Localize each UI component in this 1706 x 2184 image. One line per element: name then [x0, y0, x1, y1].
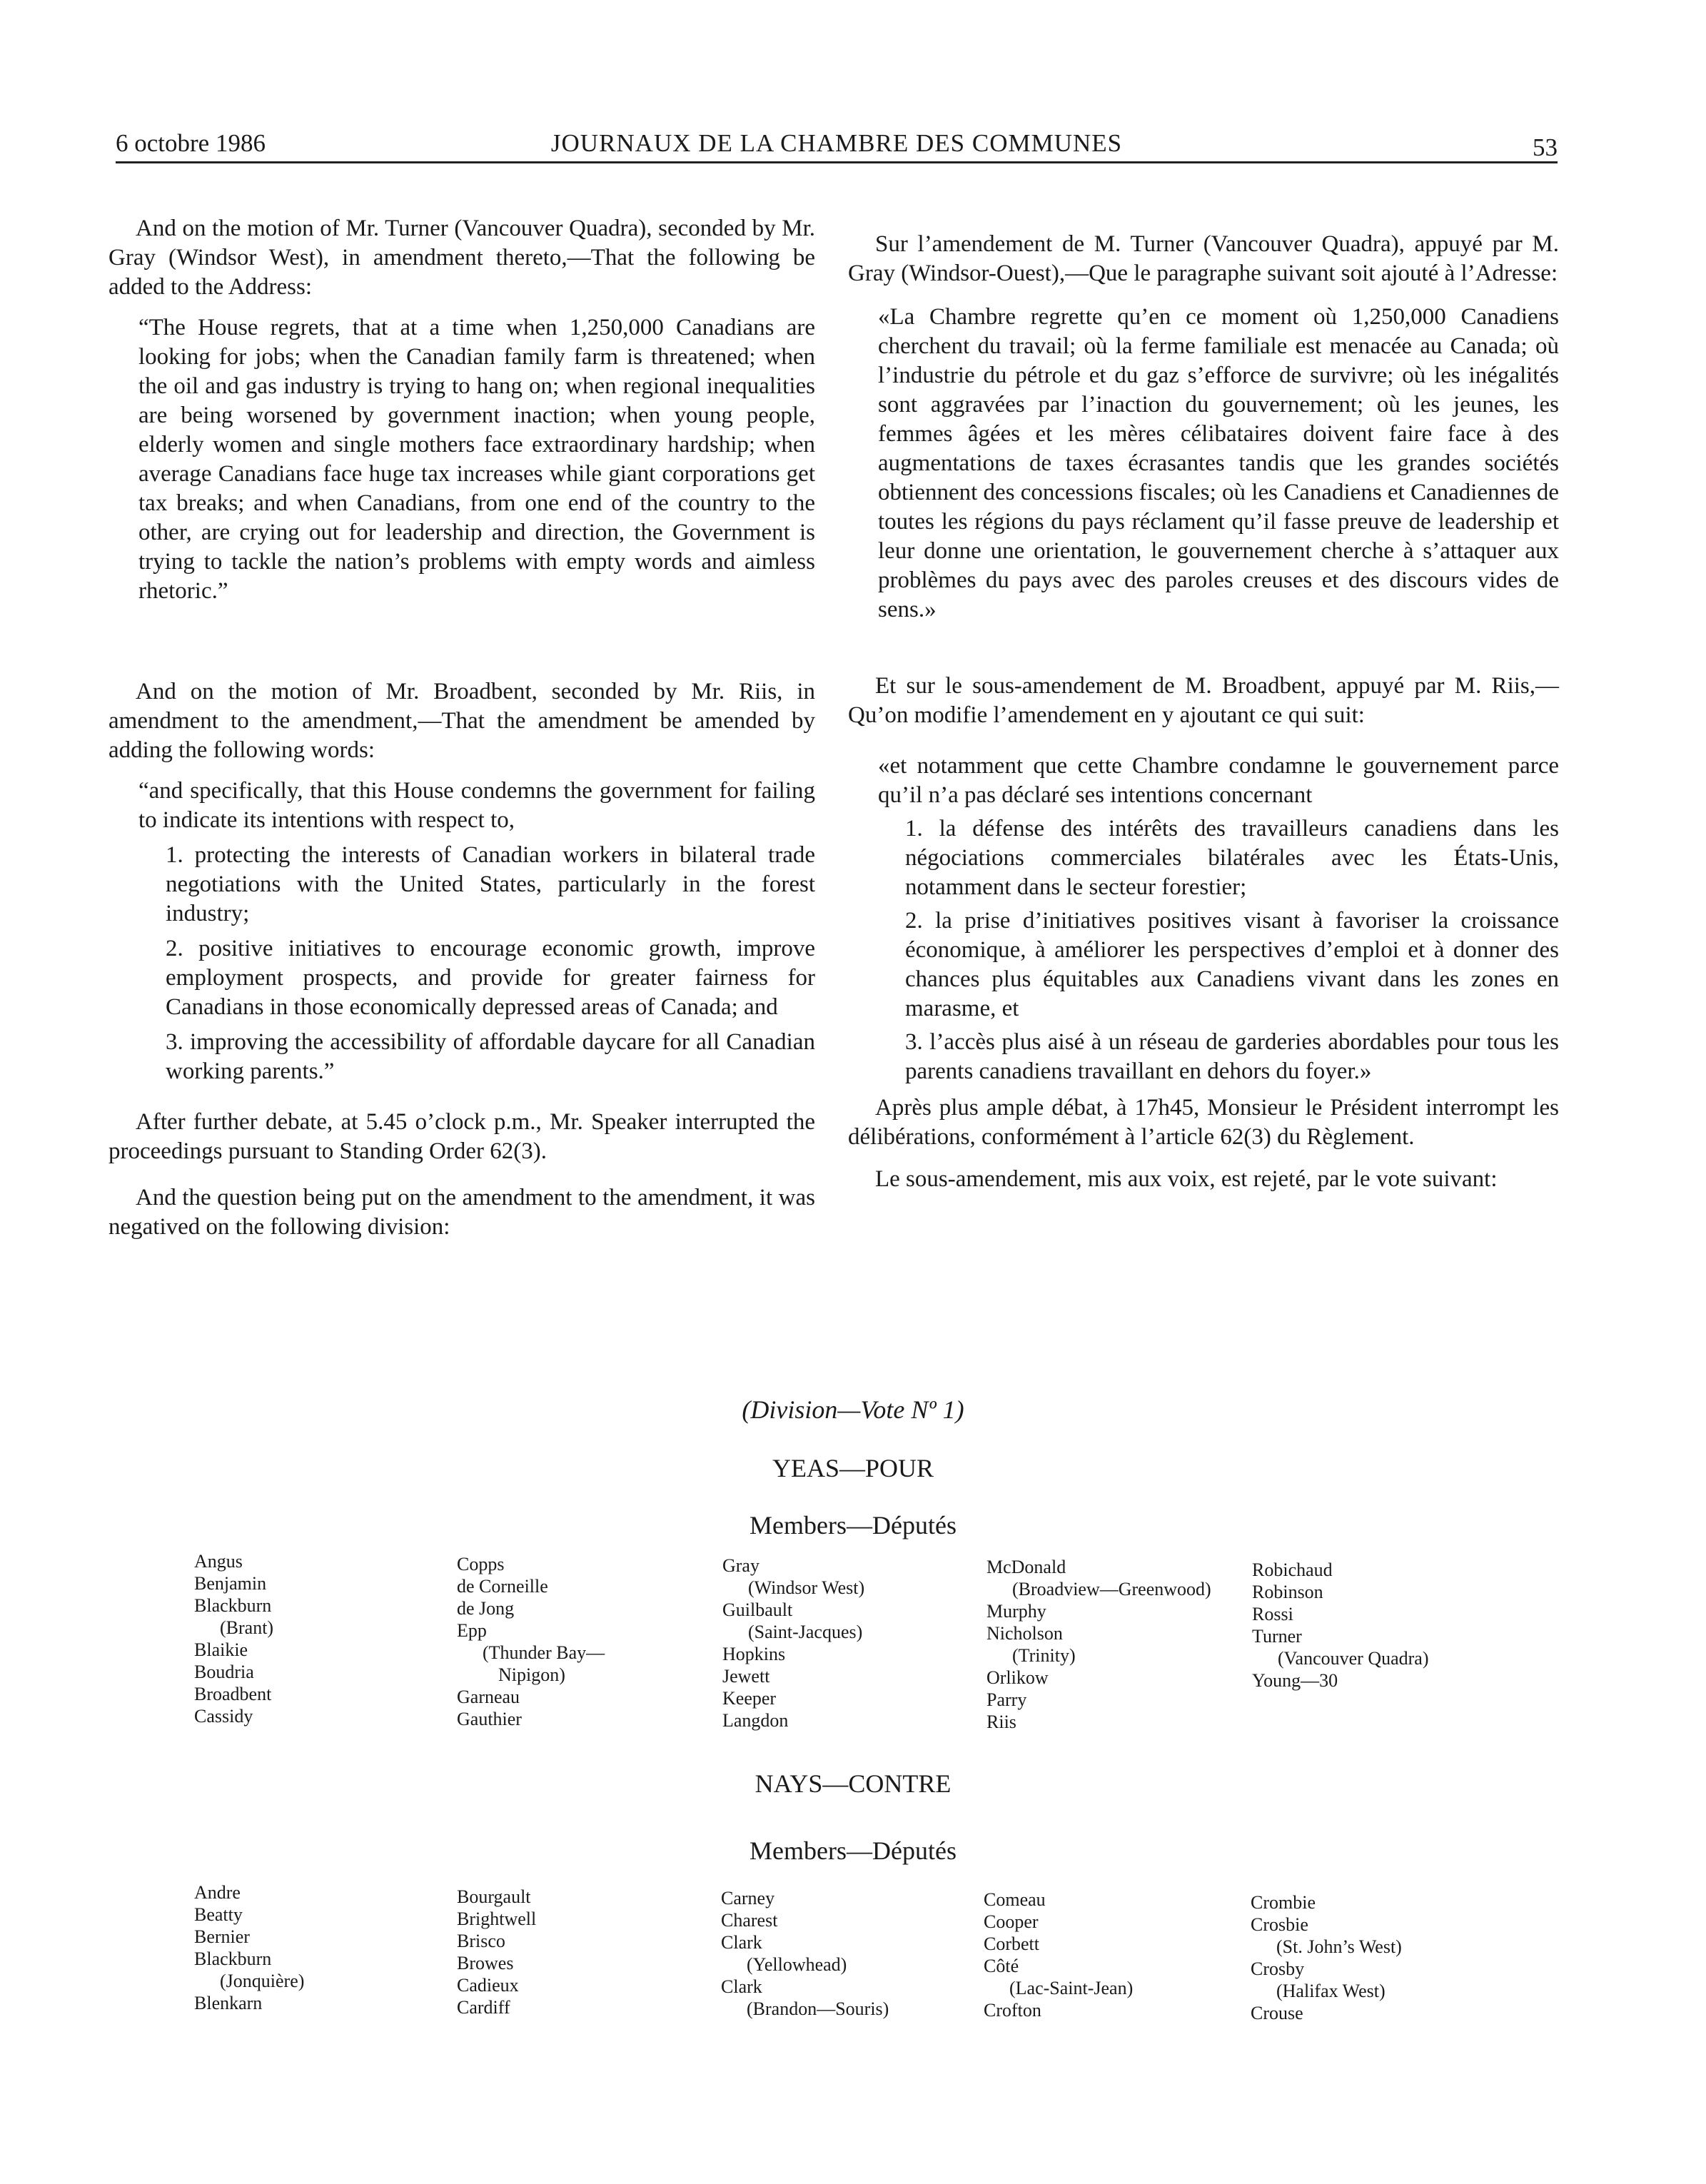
member-riding: (Vancouver Quadra) — [1278, 1648, 1429, 1669]
fr-motion-broadbent: Et sur le sous-amendement de M. Broadbent, appuyé par M. Riis,—Qu’on modifie l’amendement en y ajoutant ce qui suit: — [848, 673, 1559, 728]
nays-heading: NAYS—CONTRE — [754, 1769, 952, 1798]
nays-column-4 — [984, 1889, 1133, 2021]
member-name: Robichaud — [1252, 1559, 1333, 1580]
member-name: Garneau — [457, 1687, 520, 1707]
member-name: Orlikow — [986, 1667, 1049, 1688]
member-name: Copps — [457, 1554, 505, 1574]
member-name: Crouse — [1251, 2003, 1303, 2023]
member-name: Keeper — [722, 1688, 777, 1709]
french-column — [848, 214, 1559, 1194]
nays-column-3 — [721, 1887, 889, 2020]
member-name: Comeau — [984, 1889, 1046, 1910]
header-date: 6 octobre 1986 — [116, 129, 266, 157]
member-name: Brisco — [457, 1931, 505, 1951]
yeas-column-1 — [194, 1550, 273, 1727]
member-riding: (Saint-Jacques) — [748, 1622, 863, 1642]
member-name: Cadieux — [457, 1975, 519, 1996]
member-riding: (St. John’s West) — [1276, 1936, 1402, 1957]
member-riding: (Broadview—Greenwood) — [1012, 1579, 1211, 1599]
yeas-column-3 — [722, 1554, 864, 1731]
member-name: Benjamin — [194, 1573, 267, 1594]
page-number: 53 — [1533, 133, 1558, 161]
member-name: Browes — [457, 1953, 514, 1973]
member-name: Crombie — [1251, 1892, 1316, 1913]
member-riding: (Halifax West) — [1276, 1981, 1386, 2001]
en-subamendment-intro: “and specifically, that this House condemns the government for failing to indicate its intentions with respect to, — [138, 778, 815, 833]
member-riding: (Yellowhead) — [747, 1954, 847, 1975]
yeas-column-2 — [457, 1553, 605, 1730]
en-motion-turner: And on the motion of Mr. Turner (Vancouver Quadra), seconded by Mr. Gray (Windsor West), in amendment thereto,—That the following be added to the Address: — [108, 216, 815, 300]
member-name: Corbett — [984, 1933, 1039, 1954]
member-name: Clark — [721, 1932, 762, 1953]
member-name: Gray — [722, 1555, 759, 1576]
en-turner-amendment-text: “The House regrets, that at a time when 1,250,000 Canadians are looking for jobs; when the Canadian family farm is threatened; when the oil and gas industry is trying to hang on; when regional inequalities are being worsened by government inaction; when young people, elderly women and single mothers face extraordinary hardship; when average Canadians face huge tax increases while giant corporations get tax breaks; and when Canadians, from one end of the country to the other, are crying out for leadership and direction, the Government is trying to tackle the nation’s problems with empty words and aimless rhetoric.” — [138, 315, 815, 604]
nays-column-1 — [194, 1881, 304, 2014]
member-name: Blenkarn — [194, 1993, 263, 2013]
member-name: Riis — [986, 1712, 1016, 1732]
member-name: Robinson — [1252, 1582, 1323, 1602]
member-name: Crosbie — [1251, 1914, 1308, 1935]
member-name: Nicholson — [986, 1623, 1063, 1644]
english-column — [108, 214, 815, 1242]
member-name: de Jong — [457, 1598, 515, 1619]
en-subamendment-item-3: 3. improving the accessibility of affordable daycare for all Canadian working parents.” — [166, 1029, 815, 1084]
member-name: Cooper — [984, 1911, 1039, 1932]
en-motion-broadbent: And on the motion of Mr. Broadbent, seconded by Mr. Riis, in amendment to the amendment,—That the amendment be amended by adding the following words: — [108, 679, 815, 763]
nays-column-2 — [457, 1886, 536, 2018]
fr-motion-turner: Sur l’amendement de M. Turner (Vancouver Quadra), appuyé par M. Gray (Windsor-Ouest),—Que le paragraphe suivant soit ajouté à l’Adresse: — [848, 231, 1559, 286]
fr-subamendment-intro: «et notamment que cette Chambre condamne le gouvernement parce qu’il n’a pas déclaré ses intentions concernant — [878, 753, 1559, 808]
member-name: Bourgault — [457, 1886, 531, 1907]
member-name: Beatty — [194, 1904, 243, 1925]
member-name: Boudria — [194, 1662, 254, 1682]
member-riding: (Brandon—Souris) — [747, 1998, 889, 2019]
member-name: Epp — [457, 1620, 487, 1641]
header-title: JOURNAUX DE LA CHAMBRE DES COMMUNES — [550, 129, 1123, 157]
member-name: Hopkins — [722, 1644, 786, 1664]
yeas-column-4 — [986, 1556, 1211, 1733]
member-name: Blaikie — [194, 1639, 248, 1660]
member-name: Clark — [721, 1976, 762, 1997]
fr-further-debate: Après plus ample débat, à 17h45, Monsieur le Président interrompt les délibérations, conformément à l’article 62(3) du Règlement. — [848, 1095, 1559, 1150]
member-name: Crosby — [1251, 1958, 1305, 1979]
member-riding: (Brant) — [220, 1617, 274, 1638]
member-name: Rossi — [1252, 1604, 1293, 1624]
member-name: McDonald — [986, 1557, 1066, 1577]
en-subamendment-item-1: 1. protecting the interests of Canadian workers in bilateral trade negotiations with the United States, particularly in the forest industry; — [166, 842, 815, 926]
member-riding: (Lac-Saint-Jean) — [1009, 1978, 1134, 1998]
member-name: Crofton — [984, 2000, 1041, 2021]
fr-subamendment-item-2: 2. la prise d’initiatives positives visant à favoriser la croissance économique, à améliorer les perspectives d’emploi et à donner des chances plus équitables aux Canadiens vivant dans les zones en marasme, et — [905, 908, 1559, 1021]
nays-members-heading: Members—Députés — [749, 1836, 957, 1865]
member-name: Murphy — [986, 1601, 1046, 1622]
yeas-heading: YEAS—POUR — [772, 1454, 934, 1482]
member-name: Broadbent — [194, 1684, 272, 1704]
member-riding: (Jonquière) — [220, 1971, 305, 1991]
fr-subamendment-item-1: 1. la défense des intérêts des travailleurs canadiens dans les négociations commerciales bilatérales avec les États-Unis, notamment dans le secteur forestier; — [905, 816, 1559, 900]
member-name: Young—30 — [1252, 1670, 1338, 1691]
member-name: Bernier — [194, 1926, 250, 1947]
en-subamendment-item-2: 2. positive initiatives to encourage economic growth, improve employment prospects, and provide for greater fairness for Canadians in those economically depressed areas of Canada; and — [166, 936, 815, 1020]
member-name: Parry — [986, 1689, 1027, 1710]
member-name: Angus — [194, 1551, 243, 1572]
member-name: Guilbault — [722, 1599, 793, 1620]
member-name: Cardiff — [457, 1997, 510, 2018]
yeas-column-5 — [1252, 1559, 1429, 1692]
running-head — [116, 127, 1558, 160]
member-riding: (Windsor West) — [748, 1577, 865, 1598]
member-name: Blackburn — [194, 1948, 272, 1969]
member-riding: (Thunder Bay— — [483, 1642, 605, 1663]
member-name: Côté — [984, 1956, 1019, 1976]
member-riding: (Trinity) — [1012, 1645, 1076, 1666]
member-name: Langdon — [722, 1710, 789, 1731]
member-name: Brightwell — [457, 1909, 537, 1929]
nays-column-5 — [1251, 1891, 1402, 2024]
member-name: Jewett — [722, 1666, 770, 1687]
en-question-put: And the question being put on the amendment to the amendment, it was negatived on the following division: — [108, 1185, 815, 1240]
member-name: de Corneille — [457, 1576, 548, 1597]
member-riding: Nipigon) — [498, 1664, 565, 1685]
division-title: (Division—Vote Nº 1) — [742, 1395, 964, 1424]
fr-question-put: Le sous-amendement, mis aux voix, est rejeté, par le vote suivant: — [875, 1166, 1498, 1192]
yeas-members-heading: Members—Députés — [749, 1511, 957, 1540]
header-rule — [116, 161, 1558, 163]
en-further-debate: After further debate, at 5.45 o’clock p.m., Mr. Speaker interrupted the proceedings pursuant to Standing Order 62(3). — [108, 1109, 815, 1164]
member-name: Blackburn — [194, 1595, 272, 1616]
fr-turner-amendment-text: «La Chambre regrette qu’en ce moment où 1,250,000 Canadiens cherchent du travail; où la ferme familiale est menacée au Canada; où l’industrie du pétrole et du gaz s’efforce de survivre; où les inégalités sont aggravées par l’inaction du gouvernement; où les jeunes, les femmes âgées et les mères célibataires doivent faire face à des augmentations de taxes écrasantes tandis que les grandes sociétés obtiennent des concessions fiscales; où les Canadiens et Canadiennes de toutes les régions du pays réclament qu’il fasse preuve de leadership et leur donne une orientation, le gouvernement cherche à s’attaquer aux problèmes du pays avec des paroles creuses et des discours vides de sens.» — [878, 304, 1559, 622]
member-name: Charest — [721, 1910, 778, 1931]
fr-subamendment-item-3: 3. l’accès plus aisé à un réseau de garderies abordables pour tous les parents canadiens travaillant en dehors du foyer.» — [905, 1029, 1559, 1084]
member-name: Andre — [194, 1882, 241, 1903]
member-name: Carney — [721, 1888, 775, 1909]
member-name: Turner — [1252, 1626, 1302, 1647]
member-name: Cassidy — [194, 1706, 253, 1727]
member-name: Gauthier — [457, 1709, 522, 1729]
